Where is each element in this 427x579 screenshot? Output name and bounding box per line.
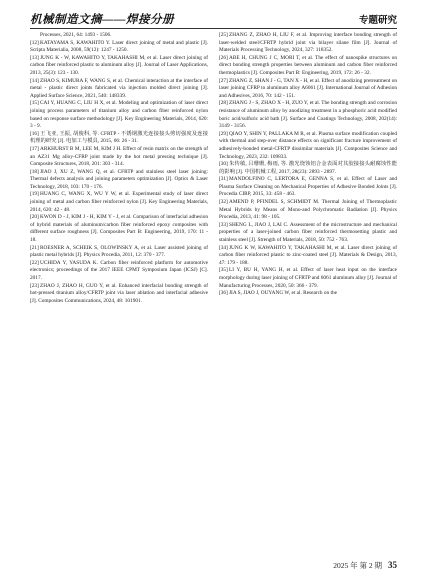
reference-entry — [30, 100, 208, 130]
reference-entry — [219, 78, 397, 101]
section-title: 专题研究 — [358, 16, 397, 26]
page-footer — [333, 560, 397, 571]
reference-text: ZHAO J, ZHAO H, GUO Y, et al. Enhanced interfacial bonding strength of hot-pressed titanium alloy/CFRTP joint via laser ablation and interfacial adhesive [J]. Composites Communications, 2024, 48: 101901. — [30, 282, 208, 304]
reference-entry — [30, 214, 208, 244]
reference-number: [36] — [219, 290, 228, 297]
reference-number: [18] — [30, 168, 39, 175]
reference-text: 王飞亚, 王振, 胡俊科, 等. CFRTP - 不锈钢激光连接接头剪切强度及连接机理的研究 [J]. 电加工与模具, 2015, 06: 26 - 31. — [30, 130, 208, 145]
reference-number: [17] — [30, 145, 39, 152]
reference-number: [12] — [30, 39, 39, 46]
reference-entry — [219, 161, 397, 176]
reference-entry — [219, 199, 397, 222]
journal-title: 机械制造文摘——焊接分册 — [30, 14, 174, 26]
reference-entry — [30, 40, 208, 55]
reference-entry — [219, 32, 397, 55]
reference-number: [26] — [219, 54, 228, 61]
reference-entry — [219, 222, 397, 245]
reference-number: [19] — [30, 191, 39, 198]
reference-text: CAI Y, HUANG C, LIU H X, et al. Modeling and optimization of laser direct joining process parameters of titanium alloy and carbon fiber reinforced nylon based on response surface methodology [J]. Key Engineering Materials, 2014, 620: 3 - 9. — [30, 100, 208, 130]
reference-entry — [30, 283, 208, 306]
reference-text: 朱传敏, 吕珊珊, 梅雨, 等. 激光烧蚀铝合金表面对其胶接接头耐腐蚀性能的影响 [J]. 中国机械工程, 2017, 28(23): 2893 - 2897. — [219, 161, 397, 175]
reference-text: ABE H, CHUNG J C, MORI T, et al. The effect of nanospike structures on direct bonding strength properties between aluminum and carbon fiber reinforced thermoplastics [J]. Composites Part B: Engineering, 2019, 172: 26 - 32. — [219, 54, 397, 76]
reference-entry — [30, 32, 208, 40]
reference-number: [20] — [30, 214, 39, 221]
reference-number: [35] — [219, 267, 228, 274]
reference-text: ZHANG Z, ZHAO H, LIU F, et al. Improving interface bonding strength of laser-welded steel/CFRTP hybrid joint via bilayer silane film [J]. Journal of Materials Processing Technology, 2024, 327: 118352. — [219, 32, 397, 54]
reference-text: HUANG C, WANG X, WU Y W, et al. Experimental study of laser direct joining of metal and carbon fiber reinforced nylon [J]. Key Engineering Materials, 2014, 620: 42 - 48. — [30, 191, 208, 213]
reference-number: [25] — [219, 32, 228, 38]
reference-entry — [30, 169, 208, 192]
reference-entry — [219, 267, 397, 290]
reference-number: [27] — [219, 77, 228, 84]
reference-text: ARKHURST B M, LEE M, KIM J H. Effect of resin matrix on the strength of an AZ31 Mg alloy-CFRP joint made by the hot metal pressing technique [J]. Composite Structures, 2018, 201: 303 - 314. — [30, 145, 208, 168]
reference-entry — [219, 176, 397, 199]
reference-entry — [219, 131, 397, 161]
reference-number: [14] — [30, 77, 39, 84]
reference-entry — [30, 245, 208, 260]
reference-text: UCHIDA Y, YASUDA K. Carbon fiber reinforced platform for automotive electronics; proceedings of the 2017 IEEE CPMT Symposium Japan (ICSJ) [C]. 2017. — [30, 259, 208, 281]
reference-number: [28] — [219, 100, 228, 107]
reference-text: LI Y, BU H, YANG H, et al. Effect of laser heat input on the interface morphology during laser joining of CFRTP and 6061 aluminum alloy [J]. Journal of Manufacturing Processes, 2020, 50: 366 - 379. — [219, 267, 397, 289]
reference-text: ROESNER A, SCHEIK S, OLOWINSKY A, et al. Laser assisted joining of plastic metal hybrids [J]. Physics Procedia, 2011, 12: 370 - 377. — [30, 244, 208, 259]
reference-number: [22] — [30, 259, 39, 266]
reference-number: [33] — [219, 221, 228, 228]
reference-entry — [30, 260, 208, 283]
reference-number: [32] — [219, 199, 228, 206]
reference-number: [29] — [219, 130, 228, 137]
reference-entry — [30, 146, 208, 169]
reference-number: [16] — [30, 130, 39, 137]
reference-text: ZHAO S, KIMURA F, WANG S, et al. Chemical interaction at the interface of metal - plastic direct joints fabricated via injection molded direct joining [J]. Applied Surface Science, 2021, 540: 148339. — [30, 77, 208, 99]
references-left-column — [30, 32, 208, 305]
reference-entry — [219, 290, 397, 298]
reference-entry — [30, 55, 208, 78]
reference-text: SHENG L, JIAO J, LAI C. Assessment of the microstructure and mechanical properties of a laser-joined carbon fiber reinforced thermosetting plastic and stainless steel [J]. Strength of Materials, 2018, 50: 752 - 763. — [219, 221, 397, 244]
issue-label: 2025 年 第 2 期 — [333, 561, 382, 570]
reference-number: [31] — [219, 176, 228, 183]
reference-number: [34] — [219, 244, 228, 251]
reference-entry — [30, 78, 208, 101]
reference-entry — [30, 131, 208, 146]
reference-text: JIAO J, XU Z, WANG Q, et al. CFRTP and stainless steel laser joining: Thermal defects analysis and joining parameters optimization [J]. Optics & Laser Technology, 2018, 103: 170 - 176. — [30, 168, 208, 190]
reference-number: [21] — [30, 244, 39, 251]
reference-text: KATAYAMA S, KAWAHITO Y. Laser direct joining of metal and plastic [J]. Scripta Materialia, 2008, 59(12): 1247 - 1250. — [30, 39, 208, 54]
reference-text: QIAO Y, SHIN Y, PALLAKA M R, et al. Plasma surface modification coupled with thermal and step-over distance effects on significant fracture improvement of adhesively-bonded metal-CFRTP dissimilar materials [J]. Composites Science and Technology, 2023, 232: 109833. — [219, 130, 397, 160]
reference-entry — [219, 245, 397, 268]
reference-entry — [219, 100, 397, 130]
reference-text: JIA S, JIAO J, OUYANG W, et al. Research on the — [229, 290, 337, 297]
reference-text: Processes, 2021, 64: 1493 - 1506. — [40, 32, 112, 38]
page-number: 35 — [388, 560, 397, 570]
reference-number: [23] — [30, 282, 39, 289]
reference-text: JUNG K - W, KAWAHITO Y, TAKAHASHI M, et al. Laser direct joining of carbon fiber reinforced plastic to aluminum alloy [J]. Journal of Laser Applications, 2013, 25(3): 123 - 130. — [30, 54, 208, 76]
reference-text: MANDOLFINO C, LERTORA E, GENNA S, et al. Effect of Laser and Plasma Surface Cleaning on Mechanical Properties of Adhesive Bonded Joints [J]. Procedia CIRP, 2015, 33: 458 - 463. — [219, 176, 397, 198]
reference-text: JUNG K W, KAWAHITO Y, TAKAHASHI M, et al. Laser direct joining of carbon fiber reinforced plastic to zinc-coated steel [J]. Materials & Design, 2013, 47: 179 - 188. — [219, 244, 397, 266]
reference-number: [13] — [30, 54, 39, 61]
page-header — [30, 10, 397, 29]
reference-entry — [30, 191, 208, 214]
reference-entry — [219, 55, 397, 78]
reference-text: AMEND P, PFINDEL S, SCHMIDT M. Thermal Joining of Thermoplastic Metal Hybrids by Means of Mono-and Polychromatic Radiation [J]. Physics Procedia, 2013, 41: 98 - 105. — [219, 199, 397, 221]
reference-text: ZHANG J - S, ZHAO X - H, ZUO Y, et al. The bonding strength and corrosion resistance of aluminum alloy by anodizing treatment in a phosphoric acid modified boric acid/sulfuric acid bath [J]. Surface and Coatings Technology, 2008, 202(14): 3149 - 3156. — [219, 100, 397, 130]
reference-number: [15] — [30, 100, 39, 107]
references-right-column — [219, 32, 397, 298]
reference-text: KWON D - J, KIM J - H, KIM Y - J, et al. Comparison of interfacial adhesion of hybrid materials of aluminum/carbon fiber reinforced epoxy composites with different surface roughness [J]. Composites Part B: Engineering, 2019, 170: 11 - 18. — [30, 214, 208, 244]
reference-text: ZHANG Z, SHAN J - G, TAN X - H, et al. Effect of anodizing pretreatment on laser joining CFRP to aluminum alloy A6061 [J]. International Journal of Adhesion and Adhesives, 2016, 70: 142 - 151. — [219, 77, 397, 99]
reference-number: [30] — [219, 161, 228, 168]
